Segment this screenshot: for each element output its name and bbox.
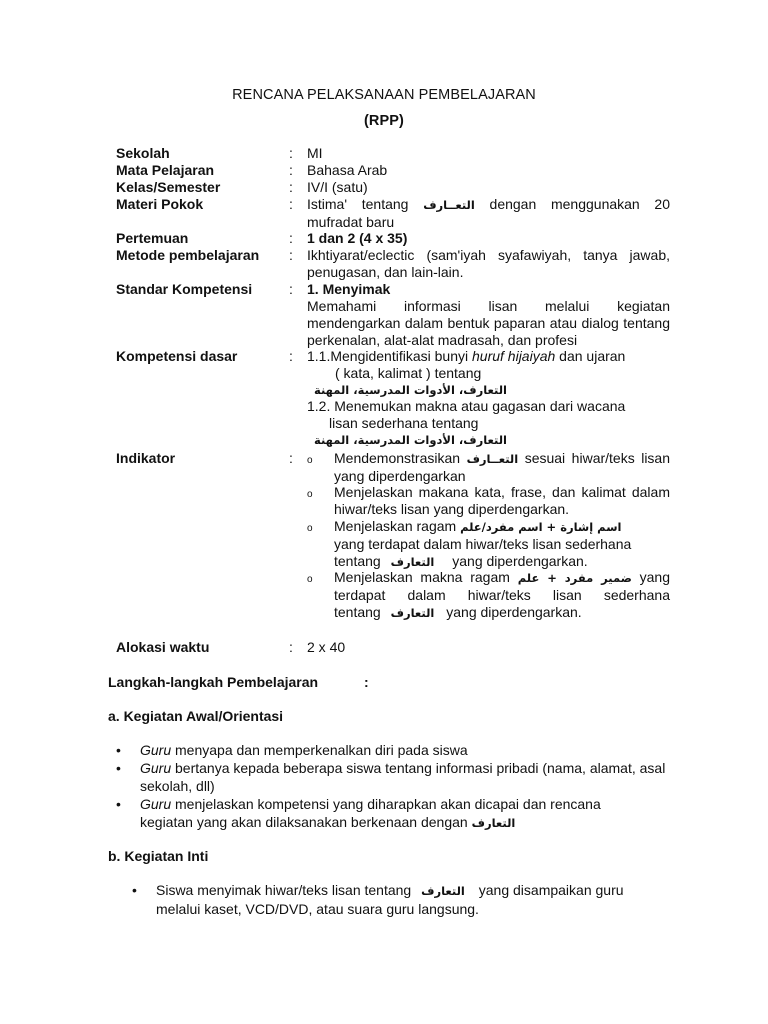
document-title: RENCANA PELAKSANAAN PEMBELAJARAN: [232, 87, 536, 103]
field-colon: :: [289, 281, 293, 297]
field-value: 1 dan 2 (4 x 35): [307, 230, 408, 246]
field-colon: :: [289, 145, 293, 161]
list-item: • Guru bertanya kepada beberapa siswa tentang informasi pribadi (nama, alamat, asal sekolah, dll): [116, 760, 666, 794]
field-label: Standar Kompetensi: [116, 281, 253, 297]
field-colon: :: [289, 450, 293, 466]
field-label: Materi Pokok: [116, 196, 204, 212]
arabic-text: التعارف: [471, 816, 516, 830]
indikator-item: o Menjelaskan makana kata, frase, dan kalimat dalam hiwar/teks lisan yang diperdengarkan.: [307, 484, 670, 517]
standar-heading: 1. Menyimak: [307, 281, 391, 297]
field-label: Kelas/Semester: [116, 179, 221, 195]
field-label: Pertemuan: [116, 230, 189, 246]
indikator-item: o Mendemonstrasikan التعــارف sesuai hiwar/teks lisan yang diperdengarkan: [307, 450, 671, 484]
kegiatan-inti-list: [132, 881, 662, 918]
langkah-heading: Langkah-langkah Pembelajaran :: [108, 674, 369, 690]
field-label: Alokasi waktu: [116, 639, 210, 655]
bullet-icon: •: [116, 742, 121, 758]
field-value: Istima' tentang التعــارف dengan menggunakan 20 mufradat baru: [307, 196, 671, 230]
arabic-text: اسم إشارة + اسم مفرد/علم: [460, 520, 622, 534]
field-label: Kompetensi dasar: [116, 348, 238, 364]
kegiatan-inti-heading: b. Kegiatan Inti: [108, 848, 209, 864]
arabic-text: التعارف: [390, 555, 435, 569]
field-label: Sekolah: [116, 145, 170, 161]
document-subtitle: (RPP): [364, 113, 404, 129]
field-value: 1.1.Mengidentifikasi bunyi huruf hijaiyah dan ujaran ( kata, kalimat ) tentang التعارف، الأدوات المدرسية، المهنة 1.2. Menemukan makna atau gagasan dari wacana lisan sederhana tentang التعارف، الأدوات المدرسية، المهنة: [307, 348, 670, 448]
indikator-list: [307, 450, 670, 625]
field-colon: :: [289, 639, 293, 655]
indikator-item: o Menjelaskan ragam اسم إشارة + اسم مفرد/علم yang terdapat dalam hiwar/teks lisan sederhana tentang التعارف yang diperdengarkan.: [307, 518, 632, 569]
kd-item-2: 1.2. Menemukan makna atau gagasan dari wacana: [307, 398, 626, 414]
arabic-text: التعــارف: [423, 198, 475, 212]
field-colon: :: [289, 230, 293, 246]
field-value: Bahasa Arab: [307, 162, 388, 178]
field-label: Mata Pelajaran: [116, 162, 215, 178]
arabic-text: التعارف، الأدوات المدرسية، المهنة: [314, 433, 507, 447]
field-label: Metode pembelajaran: [116, 247, 260, 263]
field-label: Indikator: [116, 450, 176, 466]
kegiatan-awal-list: [116, 741, 676, 832]
field-colon: :: [289, 196, 293, 212]
bullet-icon: o: [307, 489, 313, 500]
arabic-text: التعارف: [421, 884, 465, 898]
field-value: IV/I (satu): [307, 179, 368, 195]
kegiatan-awal-heading: a. Kegiatan Awal/Orientasi: [108, 708, 284, 724]
field-colon: :: [289, 247, 293, 263]
standar-text: Memahami informasi lisan melalui kegiatan mendengarkan dalam bentuk paparan atau dialog tentang perkenalan, alat-alat madrasah, dan profesi: [307, 298, 670, 348]
list-item: • Guru menjelaskan kompetensi yang diharapkan akan dicapai dan rencana kegiatan yang akan dilaksanakan berkenaan dengan التعارف: [116, 796, 601, 830]
field-value: Ikhtiyarat/eclectic (sam'iyah syafawiyah, tanya jawab, penugasan, dan lain-lain.: [307, 247, 670, 280]
bullet-icon: •: [132, 882, 137, 898]
list-item: • Guru menyapa dan memperkenalkan diri pada siswa: [116, 742, 468, 758]
arabic-text: التعــارف: [466, 452, 519, 466]
indikator-item: o Menjelaskan makna ragam ضمير مفرد + علم yang terdapat dalam hiwar/teks lisan sederhana tentang التعارف yang diperdengarkan.: [307, 569, 670, 620]
arabic-text: التعارف: [390, 606, 435, 620]
field-colon: :: [289, 348, 293, 364]
bullet-icon: •: [116, 796, 121, 812]
arabic-text: التعارف، الأدوات المدرسية، المهنة: [314, 383, 507, 397]
field-value: 2 x 40: [307, 639, 346, 655]
arabic-text: ضمير مفرد + علم: [517, 571, 632, 585]
field-colon: :: [289, 162, 293, 178]
bullet-icon: o: [307, 455, 313, 466]
field-colon: :: [289, 179, 293, 195]
kd-item-1: 1.1.Mengidentifikasi bunyi huruf hijaiyah dan ujaran: [307, 348, 626, 364]
bullet-icon: •: [116, 760, 121, 776]
bullet-icon: o: [307, 523, 313, 534]
bullet-icon: o: [307, 574, 313, 585]
field-value: MI: [307, 145, 323, 161]
field-value: [307, 281, 670, 349]
list-item: • Siswa menyimak hiwar/teks lisan tentang التعارف yang disampaikan guru melalui kaset, VCD/DVD, atau suara guru langsung.: [132, 882, 624, 917]
